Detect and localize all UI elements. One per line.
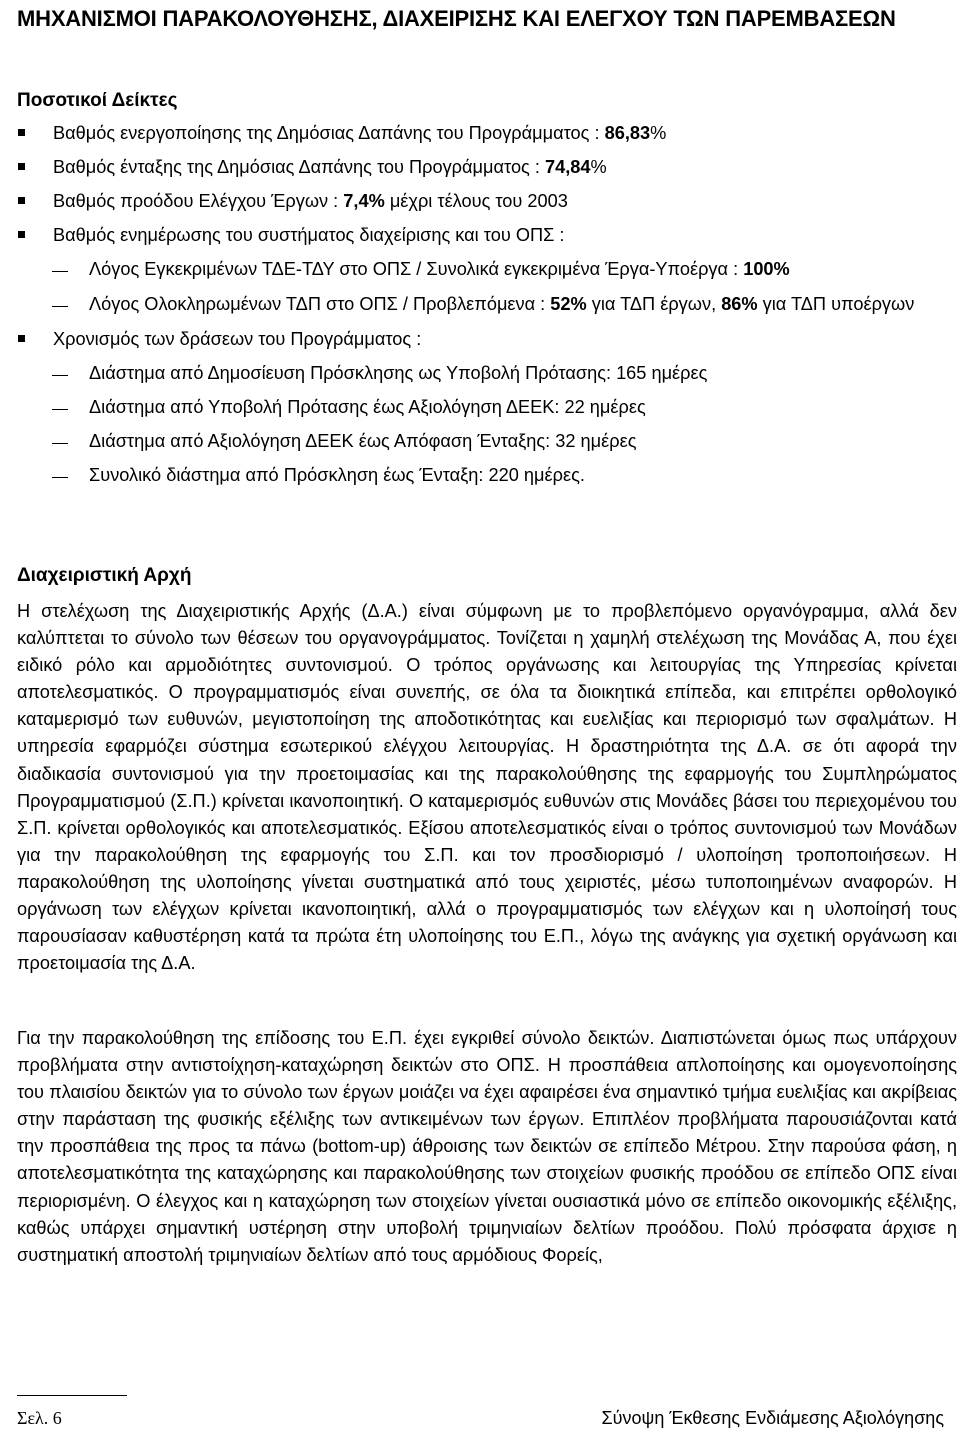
sub-list-item: Συνολικό διάστημα από Πρόσκληση έως Ένταξη: 220 ημέρες. [17,458,957,492]
dash-icon [52,271,68,272]
list-item: Χρονισμός των δράσεων του Προγράμματος : [17,322,957,356]
authority-heading: Διαχειριστική Αρχή [17,565,192,586]
footer-divider [17,1395,127,1396]
bullet-square-icon [18,197,25,204]
dash-icon [52,306,68,307]
sub-list-item: Διάστημα από Αξιολόγηση ΔΕΕΚ έως Απόφαση Ένταξης: 32 ημέρες [17,424,957,458]
dash-icon [52,443,68,444]
list-item: Βαθμός προόδου Ελέγχου Έργων : 7,4% μέχρι τέλους του 2003 [17,184,957,218]
sub-list-item: Διάστημα από Δημοσίευση Πρόσκλησης ως Υποβολή Πρότασης: 165 ημέρες [17,356,957,390]
dash-icon [52,477,68,478]
bullet-square-icon [18,335,25,342]
sub-list-item: Λόγος Εγκεκριμένων ΤΔΕ-ΤΔΥ στο ΟΠΣ / Συνολικά εγκεκριμένα Έργα-Υποέργα : 100% [17,252,957,287]
bullet-square-icon [18,129,25,136]
dash-icon [52,409,68,410]
page-number: Σελ. 6 [17,1408,62,1428]
footer-doc-title: Σύνοψη Έκθεσης Ενδιάμεσης Αξιολόγησης [601,1408,944,1428]
list-item: Βαθμός ένταξης της Δημόσιας Δαπάνης του Προγράμματος : 74,84% [17,150,957,184]
sub-list-item: Λόγος Ολοκληρωμένων ΤΔΠ στο ΟΠΣ / Προβλεπόμενα : 52% για ΤΔΠ έργων, 86% για ΤΔΠ υποέργων [17,287,957,322]
sub-list-item: Διάστημα από Υποβολή Πρότασης έως Αξιολόγηση ΔΕΕΚ: 22 ημέρες [17,390,957,424]
list-item: Βαθμός ενεργοποίησης της Δημόσιας Δαπάνης του Προγράμματος : 86,83% [17,116,957,150]
page-title: ΜΗΧΑΝΙΣΜΟΙ ΠΑΡΑΚΟΛΟΥΘΗΣΗΣ, ΔΙΑΧΕΙΡΙΣΗΣ ΚΑΙ ΕΛΕΓΧΟΥ ΤΩΝ ΠΑΡΕΜΒΑΣΕΩΝ [17,6,896,31]
monitoring-paragraph: Για την παρακολούθηση της επίδοσης του Ε.Π. έχει εγκριθεί σύνολο δεικτών. Διαπιστώνεται όμως πως υπάρχουν προβλήματα στην αντιστοίχηση-καταχώρηση δεικτών στο ΟΠΣ. Η προσπάθεια απλοποίησης και ομογενοποίησης του πλαισίου δεικτών για το σύνολο των έργων μοιάζει να έχει αφαιρέσει ένα σημαντικό τμήμα ευελιξίας και ακρίβειας στην παράσταση της φυσικής εξέλιξης των αντικειμένων των έργων. Επιπλέον προβλήματα παρουσιάζονται κατά την προσπάθεια της προς τα πάνω (bottom-up) άθροισης των δεικτών σε επίπεδο Μέτρου. Στην παρούσα φάση, η αποτελεσματικότητα της καταχώρησης και παρακολούθησης των στοιχείων φυσικής προόδου σε επίπεδο ΟΠΣ είναι περιορισμένη. Ο έλεγχος και η καταχώρηση των στοιχείων γίνεται ουσιαστικά μόνο σε επίπεδο οικονομικής εξέλιξης, καθώς υπάρχει σημαντική υστέρηση στην υποβολή τριμηνιαίων δελτίων προόδου. Πολύ πρόσφατα άρχισε η συστηματική αποστολή τριμηνιαίων δελτίων από τους αρμόδιους Φορείς, [17,1028,957,1265]
dash-icon [52,375,68,376]
indicators-heading: Ποσοτικοί Δείκτες [17,90,178,111]
list-item: Βαθμός ενημέρωσης του συστήματος διαχείρισης και του ΟΠΣ : [17,218,957,252]
bullet-square-icon [18,163,25,170]
authority-paragraph: Η στελέχωση της Διαχειριστικής Αρχής (Δ.Α.) είναι σύμφωνη με το προβλεπόμενο οργανόγραμμα, αλλά δεν καλύπτεται το σύνολο των θέσεων του οργανογράμματος. Τονίζεται η χαμηλή στελέχωση της Μονάδας Α, που έχει ειδικό ρόλο και αρμοδιότητες συντονισμού. Ο τρόπος οργάνωσης και λειτουργίας της Υπηρεσίας κρίνεται αποτελεσματικός. Ο προγραμματισμός είναι συνεπής, σε όλα τα διοικητικά επίπεδα, και επιτρέπει ορθολογικό καταμερισμό των ευθυνών, μεγιστοποίηση της αποδοτικότητας και ευελιξίας και περιορισμό των σφαλμάτων. Η υπηρεσία εφαρμόζει σύστημα εσωτερικού ελέγχου λειτουργίας. Η δραστηριότητα της Δ.Α. σε ότι αφορά την διαδικασία συντονισμού για την προετοιμασίας και της παρακολούθησης της εφαρμογής του Συμπληρώματος Προγραμματισμού (Σ.Π.) κρίνεται ικανοποιητική. Ο καταμερισμός ευθυνών στις Μονάδες βάσει του περιεχομένου του Σ.Π. κρίνεται ορθολογικός και αποτελεσματικός. Εξίσου αποτελεσματικός είναι ο τρόπος συντονισμού των Μονάδων για την παρακολούθηση της εφαρμογής του Σ.Π. και τον προσδιορισμό / υλοποίηση τροποποιήσεων. Η παρακολούθηση της υλοποίησης γίνεται συστηματικά από τους χειριστές, μέσω τυποποιημένων αναφορών. Η οργάνωση των ελέγχων κρίνεται ικανοποιητική, αλλά ο προγραμματισμός των ελέγχων και η υλοποίησή τους παρουσίασαν καθυστέρηση κατά τα πρώτα έτη υλοποίησης του Ε.Π., λόγω της ανάγκης για σχετική οργάνωση και προετοιμασία της Δ.Α. [17,601,957,974]
indicators-list [17,116,957,492]
bullet-square-icon [18,231,25,238]
